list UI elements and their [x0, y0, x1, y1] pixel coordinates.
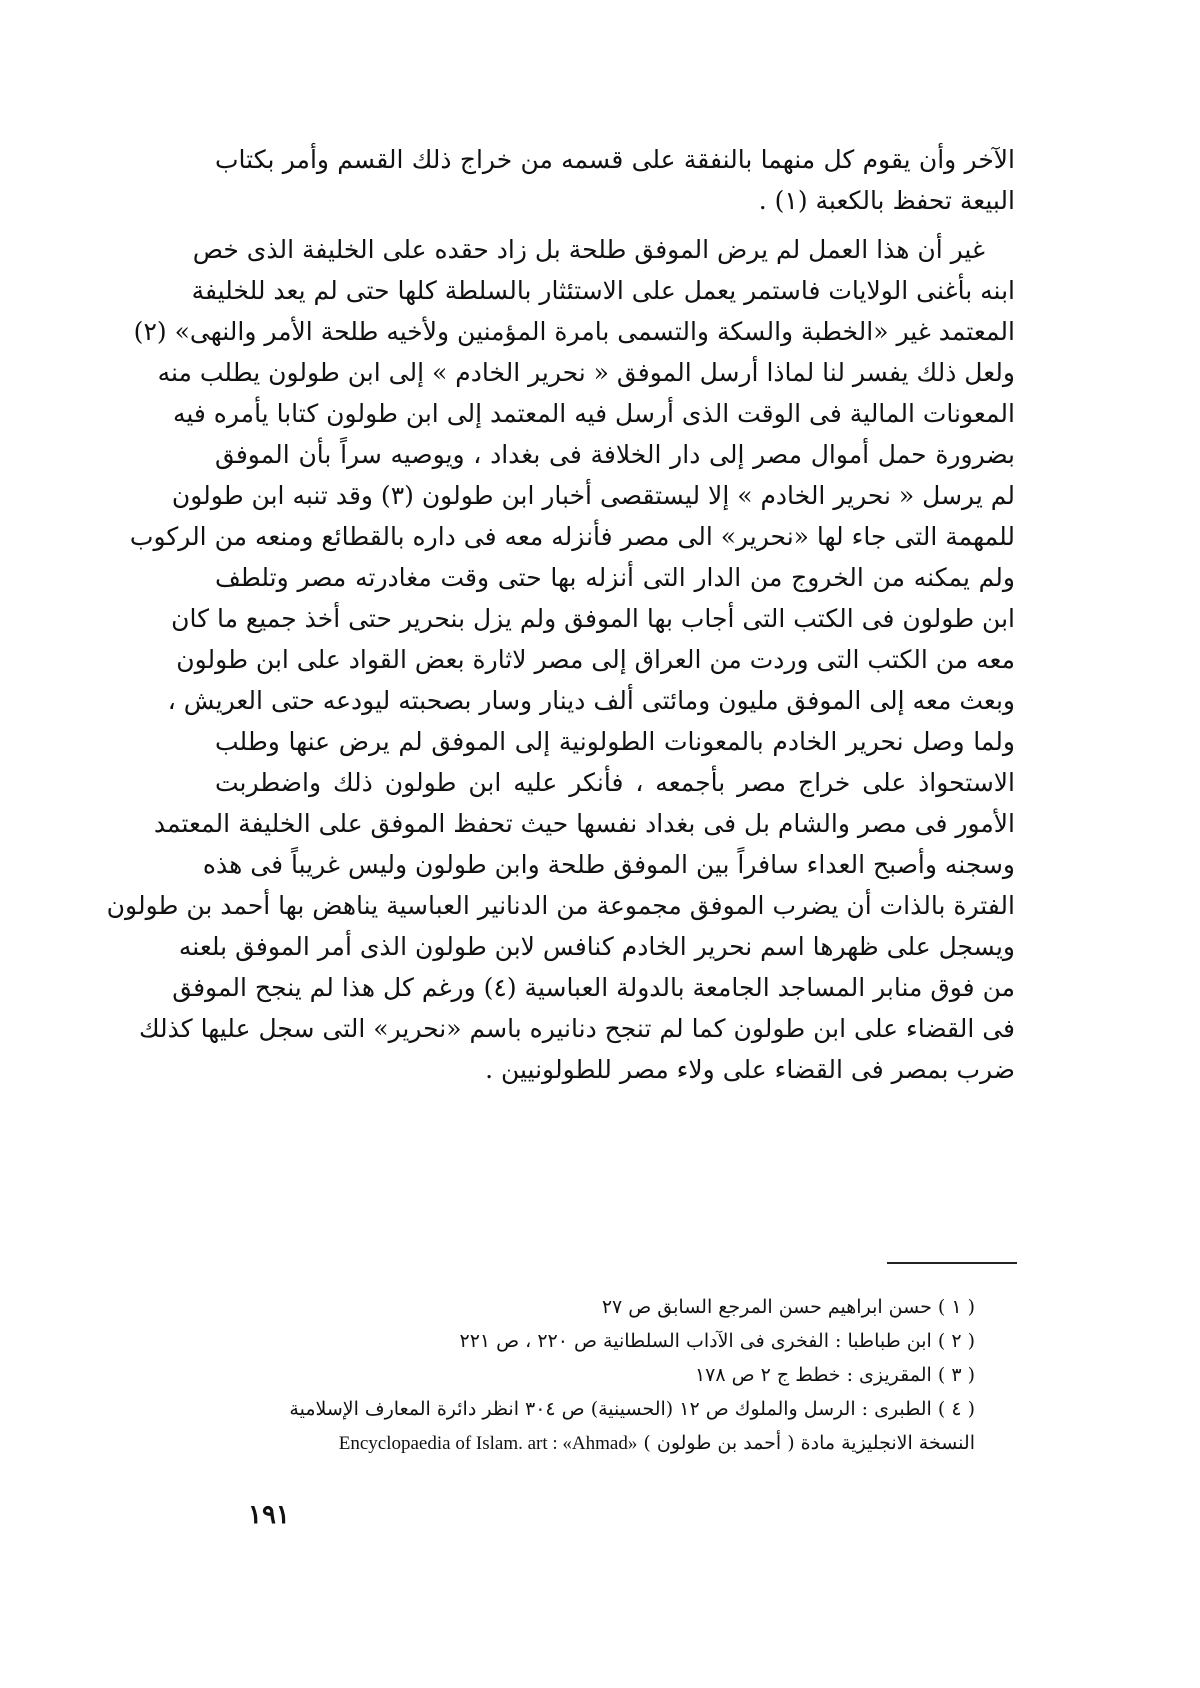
text-line: ضرب بمصر فى القضاء على ولاء مصر للطولونيين . [485, 1055, 1015, 1084]
text-line: الأمور فى مصر والشام بل فى بغداد نفسها حيث تحفظ الموفق على الخليفة المعتمد [153, 809, 1015, 838]
page-number: ١٩١ [248, 1500, 290, 1530]
body-text [106, 140, 1015, 1091]
footnote-latin-citation: Encyclopaedia of Islam. art : «Ahmad» [338, 1433, 638, 1454]
text-line: ولم يمكنه من الخروج من الدار التى أنزله بها حتى وقت مغادرته مصر وتلطف [215, 563, 1015, 592]
text-line: الاستحواذ على خراج مصر بأجمعه ، فأنكر عليه ابن طولون ذلك واضطربت [215, 768, 1015, 797]
footnote-continuation [215, 1426, 1015, 1460]
footnote: ( ٤ ) الطبرى : الرسل والملوك ص ١٢ (الحسينية) ص ٣٠٤ انظر دائرة المعارف الإسلامية [289, 1398, 975, 1420]
text-line: بضرورة حمل أموال مصر إلى دار الخلافة فى بغداد ، ويوصيه سراً بأن الموفق [215, 440, 1015, 469]
text-line: المعونات المالية فى الوقت الذى أرسل فيه المعتمد إلى ابن طولون كتابا يأمره فيه [172, 399, 1015, 428]
text-line: معه من الكتب التى وردت من العراق إلى مصر لاثارة بعض القواد على ابن طولون [176, 645, 1015, 674]
footnote: ( ٣ ) المقريزى : خطط ج ٢ ص ١٧٨ [694, 1364, 975, 1386]
text-line: وبعث معه إلى الموفق مليون ومائتى ألف دينار وسار بصحبته ليودعه حتى العريش ، [167, 686, 1015, 715]
text-line: ويسجل على ظهرها اسم نحرير الخادم كنافس لابن طولون الذى أمر الموفق بلعنه [178, 932, 1015, 961]
text-line: ابنه بأغنى الولايات فاستمر يعمل على الاستئثار بالسلطة كلها حتى لم يعد للخليفة [191, 276, 1015, 305]
text-line: وسجنه وأصبح العداء سافراً بين الموفق طلحة وابن طولون وليس غريباً فى هذه [202, 850, 1015, 879]
text-line: البيعة تحفظ بالكعبة (١) . [758, 186, 1015, 215]
text-line: الفترة بالذات أن يضرب الموفق مجموعة من الدنانير العباسية يناهض بها أحمد بن طولون [106, 891, 1015, 920]
footnote: ( ١ ) حسن ابراهيم حسن المرجع السابق ص ٢٧ [601, 1296, 975, 1318]
text-line: ولعل ذلك يفسر لنا لماذا أرسل الموفق « نحرير الخادم » إلى ابن طولون يطلب منه [157, 358, 1015, 387]
text-line: لم يرسل « نحرير الخادم » إلا ليستقصى أخبار ابن طولون (٣) وقد تنبه ابن طولون [171, 481, 1015, 510]
text-line: ابن طولون فى الكتب التى أجاب بها الموفق ولم يزل بنحرير حتى أخذ جميع ما كان [171, 604, 1015, 633]
footnote-divider [887, 1262, 1017, 1264]
text-line: للمهمة التى جاء لها «نحرير» الى مصر فأنزله معه فى داره بالقطائع ومنعه من الركوب [129, 522, 1015, 551]
text-line: ولما وصل نحرير الخادم بالمعونات الطولونية إلى الموفق لم يرض عنها وطلب [215, 727, 1015, 756]
footnote-arabic: النسخة الانجليزية مادة ( أحمد بن طولون ) [643, 1432, 975, 1454]
text-line: غير أن هذا العمل لم يرض الموفق طلحة بل زاد حقده على الخليفة الذى خص [192, 235, 985, 264]
text-line: الآخر وأن يقوم كل منهما بالنفقة على قسمه من خراج ذلك القسم وأمر بكتاب [215, 145, 1015, 174]
footnote: ( ٢ ) ابن طباطبا : الفخرى فى الآداب السلطانية ص ٢٢٠ ، ص ٢٢١ [459, 1330, 975, 1352]
text-line: المعتمد غير «الخطبة والسكة والتسمى بامرة المؤمنين ولأخيه طلحة الأمر والنهى» (٢) [133, 317, 1015, 346]
text-line: من فوق منابر المساجد الجامعة بالدولة العباسية (٤) ورغم كل هذا لم ينجح الموفق [172, 973, 1015, 1002]
text-line: فى القضاء على ابن طولون كما لم تنجح دنانيره باسم «نحرير» التى سجل عليها كذلك [138, 1014, 1015, 1043]
footnotes [215, 1290, 1015, 1460]
